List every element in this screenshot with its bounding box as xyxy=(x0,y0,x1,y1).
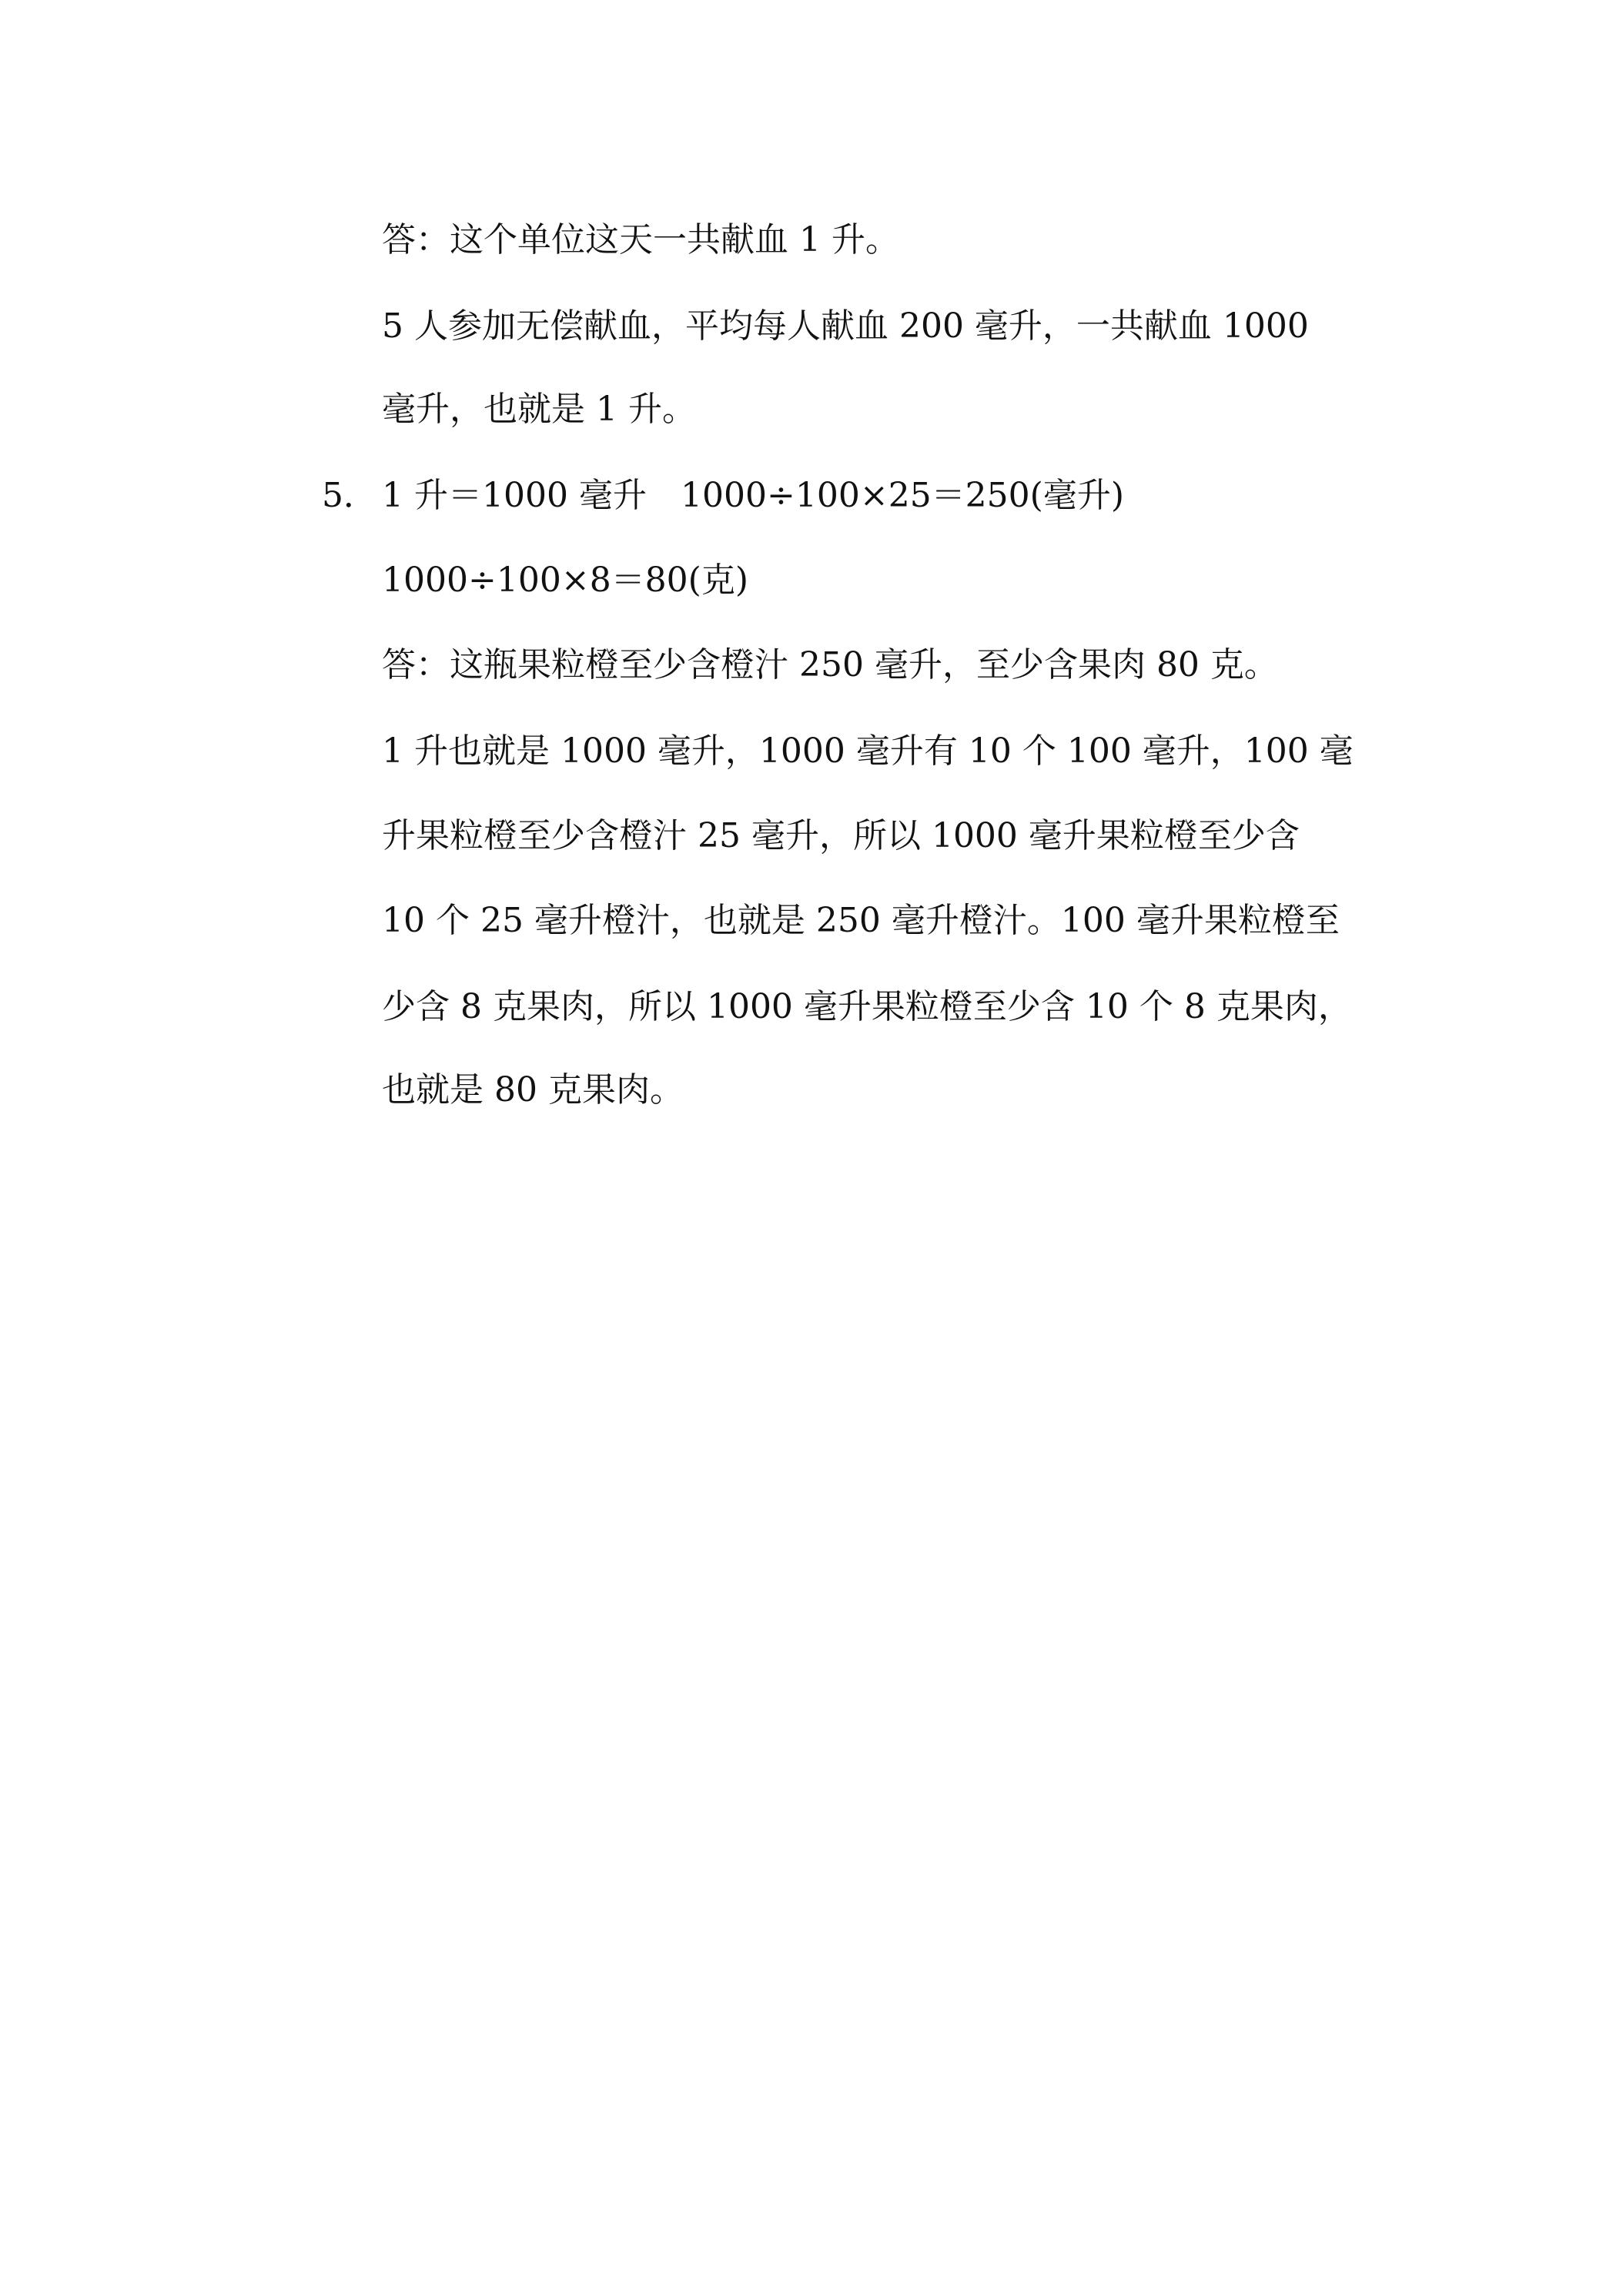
question-number-5: 5． xyxy=(322,476,377,515)
answer-line-orange: 答：这瓶果粒橙至少含橙汁 250 毫升，至少含果肉 80 克。 xyxy=(382,645,1278,684)
equation-conversion: 1 升＝1000 毫升 xyxy=(382,476,647,515)
explanation-line-2: 毫升，也就是 1 升。 xyxy=(382,390,696,429)
explanation-line-3: 1 升也就是 1000 毫升，1000 毫升有 10 个 100 毫升，100 毫 xyxy=(382,731,1354,771)
equation-pulp: 1000÷100×8＝80(克) xyxy=(382,561,749,600)
explanation-line-4: 升果粒橙至少含橙汁 25 毫升，所以 1000 毫升果粒橙至少含 xyxy=(382,816,1300,855)
explanation-line-7: 也就是 80 克果肉。 xyxy=(382,1070,684,1110)
explanation-line-1: 5 人参加无偿献血，平均每人献血 200 毫升，一共献血 1000 xyxy=(382,306,1309,346)
equation-juice: 1000÷100×25＝250(毫升) xyxy=(681,476,1124,515)
explanation-line-5: 10 个 25 毫升橙汁，也就是 250 毫升橙汁。100 毫升果粒橙至 xyxy=(382,901,1340,940)
answer-line-blood: 答：这个单位这天一共献血 1 升。 xyxy=(382,220,899,259)
explanation-line-6: 少含 8 克果肉，所以 1000 毫升果粒橙至少含 10 个 8 克果肉， xyxy=(382,987,1352,1026)
